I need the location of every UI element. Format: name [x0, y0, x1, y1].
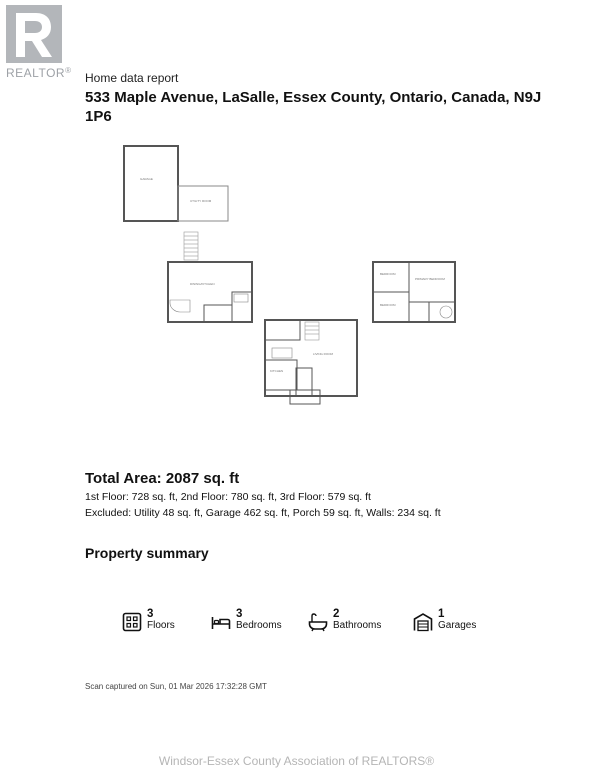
excluded-areas: Excluded: Utility 48 sq. ft, Garage 462 sq. ft, Porch 59 sq. ft, Walls: 234 sq. ft	[85, 507, 441, 519]
bed-icon	[211, 612, 231, 632]
svg-text:PRIMARY BEDROOM: PRIMARY BEDROOM	[415, 277, 445, 281]
stat-bedrooms-value: 3	[236, 608, 243, 620]
property-address: 533 Maple Avenue, LaSalle, Essex County, Ontario, Canada, N9J 1P6	[85, 89, 542, 125]
stat-bathrooms-label: Bathrooms	[333, 620, 382, 631]
garage-icon	[413, 612, 433, 632]
svg-text:LIVING ROOM: LIVING ROOM	[313, 352, 334, 356]
stat-floors-value: 3	[147, 608, 154, 620]
scan-timestamp: Scan captured on Sun, 01 Mar 2026 17:32:28 GMT	[85, 682, 267, 691]
realtor-r-icon	[6, 5, 62, 63]
property-summary-title: Property summary	[85, 545, 209, 561]
stat-floors-label: Floors	[147, 620, 175, 631]
realtor-logo	[6, 5, 72, 80]
svg-text:BEDROOM: BEDROOM	[380, 303, 396, 307]
bathtub-icon	[308, 612, 328, 632]
floor-areas: 1st Floor: 728 sq. ft, 2nd Floor: 780 sq. ft, 3rd Floor: 579 sq. ft	[85, 491, 371, 503]
report-label: Home data report	[85, 71, 179, 85]
svg-text:DINING/KITCHEN: DINING/KITCHEN	[190, 282, 215, 286]
floor-plan-drawing	[110, 140, 490, 412]
total-area: Total Area: 2087 sq. ft	[85, 470, 240, 487]
svg-text:UTILITY ROOM: UTILITY ROOM	[190, 199, 212, 203]
stat-bathrooms-value: 2	[333, 608, 340, 620]
svg-text:BEDROOM: BEDROOM	[380, 272, 396, 276]
realtor-wordmark: REALTOR®	[6, 66, 72, 80]
svg-text:GARAGE: GARAGE	[140, 177, 153, 181]
stat-garages-label: Garages	[438, 620, 477, 631]
footer-association: Windsor-Essex County Association of REALTORS®	[158, 754, 435, 768]
stat-bedrooms-label: Bedrooms	[236, 620, 282, 631]
floors-icon	[122, 612, 142, 632]
stat-garages-value: 1	[438, 608, 445, 620]
svg-text:KITCHEN: KITCHEN	[270, 369, 284, 373]
